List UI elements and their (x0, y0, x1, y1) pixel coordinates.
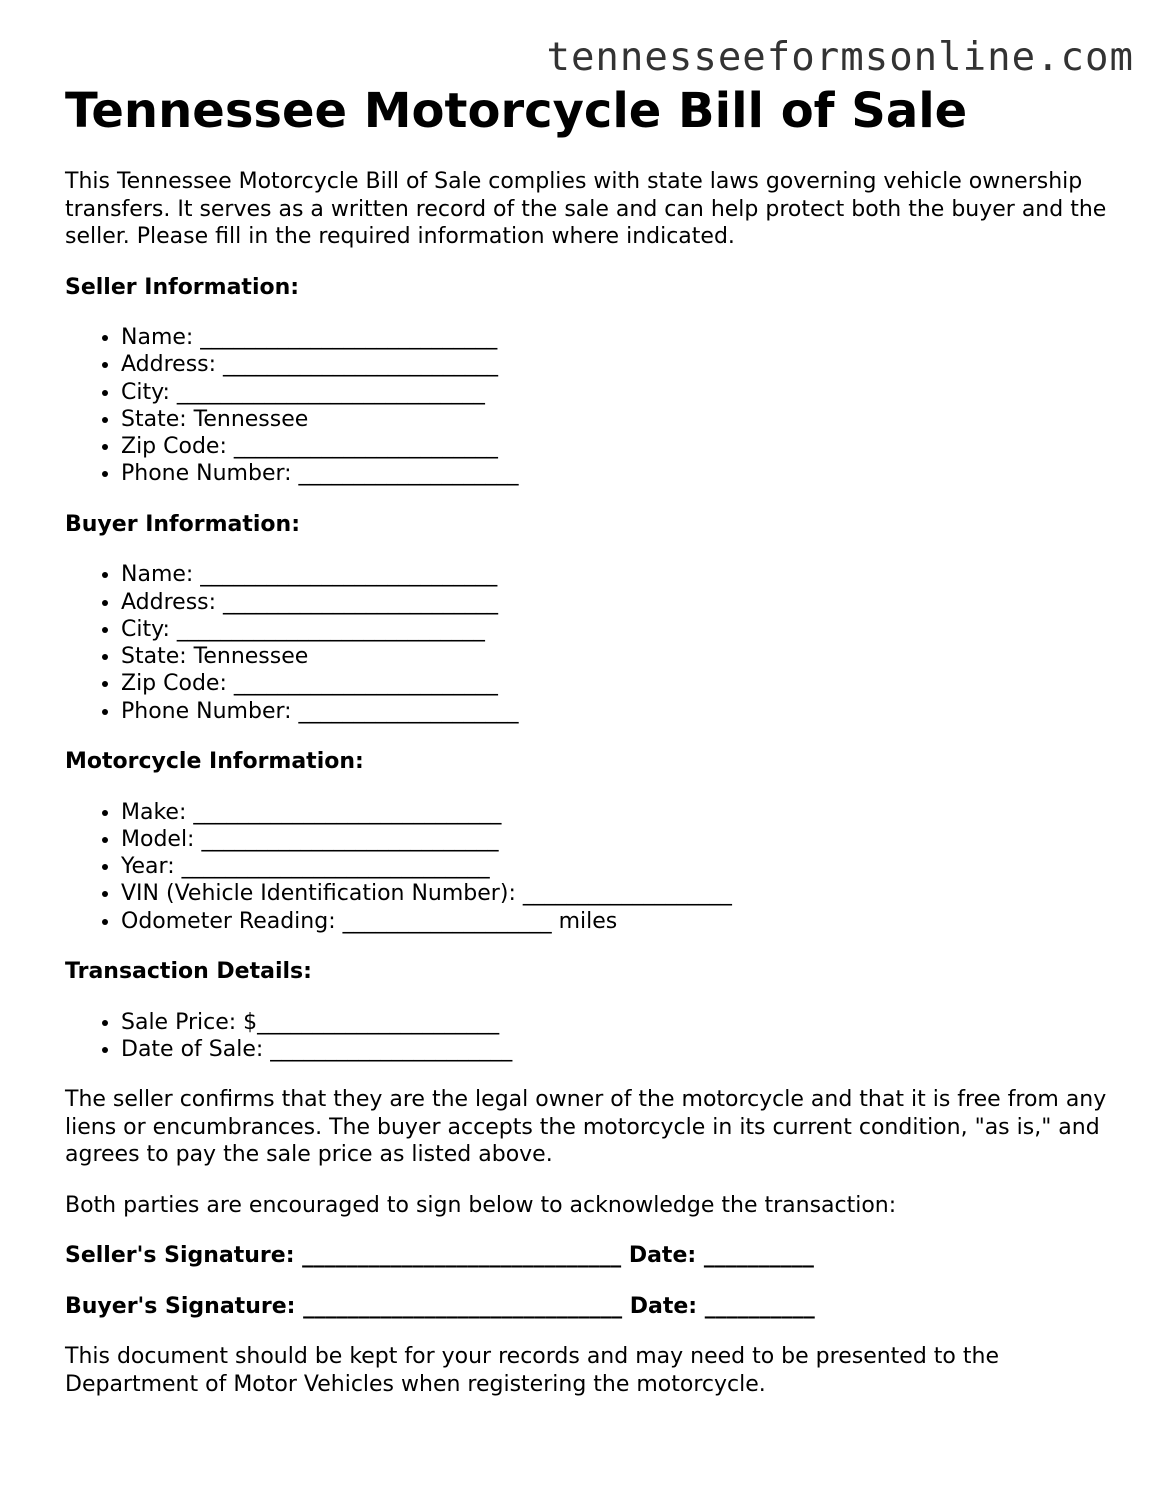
buyer-field-list (65, 561, 1115, 725)
site-watermark: tennesseeformsonline.com (546, 35, 1134, 80)
seller-phone-field[interactable]: • Phone Number: ____________________ (121, 460, 1115, 487)
motorcycle-odometer-field[interactable]: • Odometer Reading: ___________________ miles (121, 908, 1115, 935)
transaction-section-heading: Transaction Details: (65, 959, 312, 985)
seller-zip-field[interactable]: • Zip Code: ________________________ (121, 433, 1115, 460)
buyer-zip-field[interactable]: • Zip Code: ________________________ (121, 670, 1115, 697)
buyer-city-field[interactable]: • City: ____________________________ (121, 616, 1115, 643)
document-page (65, 84, 1115, 1398)
transaction-field-list (65, 1009, 1115, 1064)
seller-city-field[interactable]: • City: ____________________________ (121, 379, 1115, 406)
motorcycle-section-heading: Motorcycle Information: (65, 749, 364, 775)
buyer-section-heading: Buyer Information: (65, 511, 300, 537)
motorcycle-vin-field[interactable]: • VIN (Vehicle Identification Number): ___________________ (121, 880, 1115, 907)
intro-paragraph: This Tennessee Motorcycle Bill of Sale complies with state laws governing vehicle ownership transfers. It serves as a written record of the sale and can help protect both the buyer and the seller. Please fill in the required information where indicated. (65, 169, 1107, 249)
buyer-address-field[interactable]: • Address: _________________________ (121, 589, 1115, 616)
date-of-sale-field[interactable]: • Date of Sale: ______________________ (121, 1036, 1115, 1063)
motorcycle-year-field[interactable]: • Year: ____________________________ (121, 853, 1115, 880)
page-title: Tennessee Motorcycle Bill of Sale (65, 83, 968, 139)
confirmation-paragraph: The seller confirms that they are the legal owner of the motorcycle and that it is free from any liens or encumbrances. The buyer accepts the motorcycle in its current condition, "as is," and agrees to pay the sale price as listed above. (65, 1087, 1107, 1168)
seller-signature-line[interactable]: Seller's Signature: _____________________________ Date: __________ (65, 1243, 814, 1269)
motorcycle-model-field[interactable]: • Model: ___________________________ (121, 826, 1115, 853)
buyer-state-field: • State: Tennessee (121, 643, 1115, 670)
signing-instruction: Both parties are encouraged to sign below to acknowledge the transaction: (65, 1192, 897, 1218)
seller-field-list (65, 324, 1115, 488)
buyer-signature-line[interactable]: Buyer's Signature: _____________________________ Date: __________ (65, 1293, 815, 1319)
buyer-phone-field[interactable]: • Phone Number: ____________________ (121, 698, 1115, 725)
seller-section-heading: Seller Information: (65, 274, 300, 300)
motorcycle-field-list (65, 799, 1115, 935)
closing-paragraph: This document should be kept for your records and may need to be presented to the Department of Motor Vehicles when registering the motorcycle. (65, 1344, 999, 1397)
motorcycle-make-field[interactable]: • Make: ____________________________ (121, 799, 1115, 826)
seller-state-field: • State: Tennessee (121, 406, 1115, 433)
buyer-name-field[interactable]: • Name: ___________________________ (121, 561, 1115, 588)
seller-name-field[interactable]: • Name: ___________________________ (121, 324, 1115, 351)
seller-address-field[interactable]: • Address: _________________________ (121, 351, 1115, 378)
sale-price-field[interactable]: • Sale Price: $______________________ (121, 1009, 1115, 1036)
